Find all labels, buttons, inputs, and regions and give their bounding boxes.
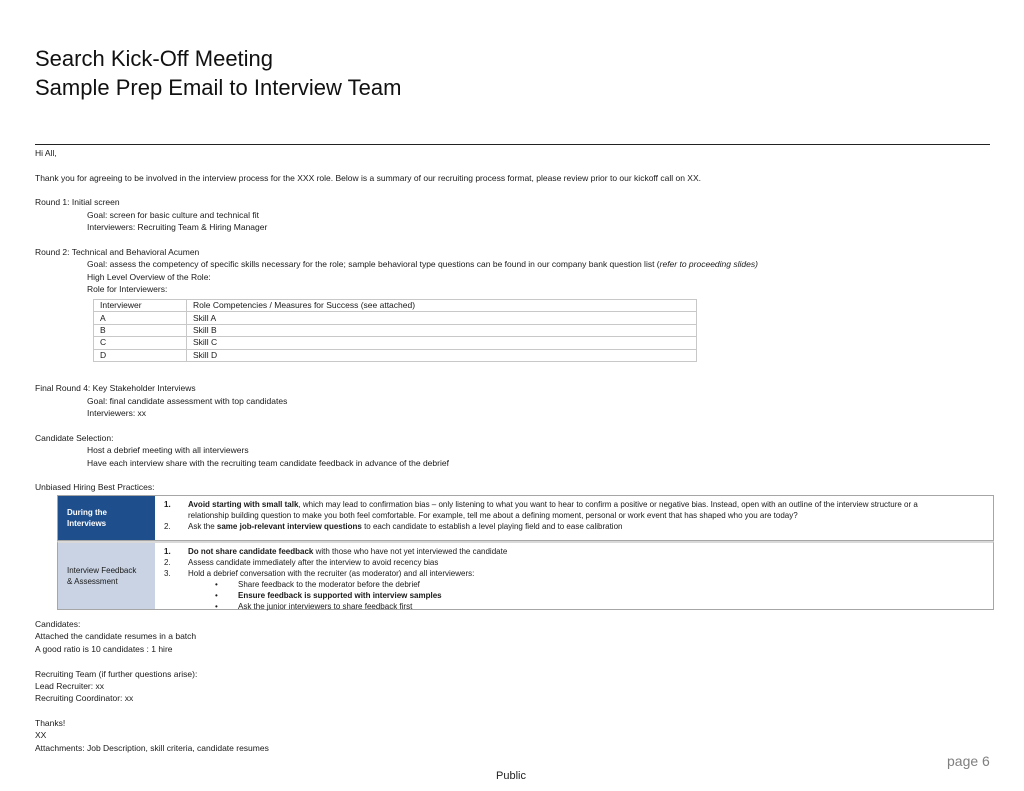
signoff-name: XX [35,730,47,740]
table-row [94,324,697,336]
feedback-assessment-label: Interview Feedback & Assessment [58,543,155,609]
round1-interviewers: Interviewers: Recruiting Team & Hiring Manager [87,222,268,232]
feedback-assessment-box [57,541,994,610]
interviewer-table [93,299,697,362]
table-header-competencies: Role Competencies / Measures for Success (see attached) [187,300,697,312]
sub-list-item: • Ensure feedback is supported with interview samples [215,591,442,600]
round2-goal: Goal: assess the competency of specific skills necessary for the role; sample behavioral type questions can be found in our company bank question list (refer to proceeding slides) [87,259,758,269]
candidates-heading: Candidates: [35,619,81,629]
candidates-line: Attached the candidate resumes in a batch [35,631,197,641]
list-item: 2. Assess candidate immediately after the interview to avoid recency bias [164,558,439,567]
bullet-icon: • [215,580,218,589]
list-item: 1. Avoid starting with small talk, which may lead to confirmation bias – only listening to what you want to hear to confirm a positive or negative bias. Instead, open with an outline of the interview structure or a [164,500,918,509]
best-practices-heading: Unbiased Hiring Best Practices: [35,482,155,492]
page-title [35,44,401,102]
title-line-1: Search Kick-Off Meeting [35,46,274,71]
during-interviews-list [162,499,987,532]
round1-heading: Round 1: Initial screen [35,197,120,207]
selection-heading: Candidate Selection: [35,433,114,443]
final-round-heading: Final Round 4: Key Stakeholder Interviews [35,383,196,393]
signoff-thanks: Thanks! [35,718,66,728]
feedback-assessment-list [162,546,987,612]
attachments-line: Attachments: Job Description, skill criteria, candidate resumes [35,743,269,753]
table-cell: A [94,312,187,324]
table-row [94,349,697,361]
during-interviews-box [57,495,994,541]
table-row [94,312,697,324]
round2-overview: High Level Overview of the Role: [87,272,211,282]
table-cell: D [94,349,187,361]
page-number: page 6 [947,753,990,769]
sub-list-item: • Ask the junior interviewers to share feedback first [215,602,413,611]
selection-item: Host a debrief meeting with all interviewers [87,445,249,455]
selection-item: Have each interview share with the recruiting team candidate feedback in advance of the debrief [87,458,449,468]
intro-text: Thank you for agreeing to be involved in the interview process for the XXX role. Below is a summary of our recruiting process format, please review prior to our kickoff call on XX. [35,173,701,183]
round2-heading: Round 2: Technical and Behavioral Acumen [35,247,200,257]
table-header-interviewer: Interviewer [94,300,187,312]
table-header-row [94,300,697,312]
round1-goal: Goal: screen for basic culture and technical fit [87,210,259,220]
list-item: 1. Do not share candidate feedback with those who have not yet interviewed the candidate [164,547,508,556]
during-interviews-label: During the Interviews [58,496,155,540]
round2-roles: Role for Interviewers: [87,284,168,294]
list-item: 3. Hold a debrief conversation with the recruiter (as moderator) and all interviewers: [164,569,475,578]
table-row [94,337,697,349]
title-divider [35,144,990,145]
recruiting-coordinator: Recruiting Coordinator: xx [35,693,134,703]
final-round-interviewers: Interviewers: xx [87,408,147,418]
table-cell: Skill B [187,324,697,336]
final-round-goal: Goal: final candidate assessment with top candidates [87,396,288,406]
bullet-icon: • [215,591,218,600]
title-line-2: Sample Prep Email to Interview Team [35,75,402,100]
sub-list-item: • Share feedback to the moderator before the debrief [215,580,420,589]
greeting: Hi All, [35,148,57,158]
classification-label: Public [496,770,526,782]
list-item: 2. Ask the same job-relevant interview questions to each candidate to establish a level playing field and to ease calibration [164,522,623,531]
table-cell: B [94,324,187,336]
table-cell: C [94,337,187,349]
list-item-continuation: relationship building question to make you both feel comfortable. For example, tell me about a defining moment, personal or work event that has shaped who you are today? [188,511,798,520]
table-cell: Skill A [187,312,697,324]
bullet-icon: • [215,602,218,611]
lead-recruiter: Lead Recruiter: xx [35,681,104,691]
table-cell: Skill C [187,337,697,349]
team-heading: Recruiting Team (if further questions arise): [35,669,198,679]
candidates-line: A good ratio is 10 candidates : 1 hire [35,644,173,654]
table-cell: Skill D [187,349,697,361]
